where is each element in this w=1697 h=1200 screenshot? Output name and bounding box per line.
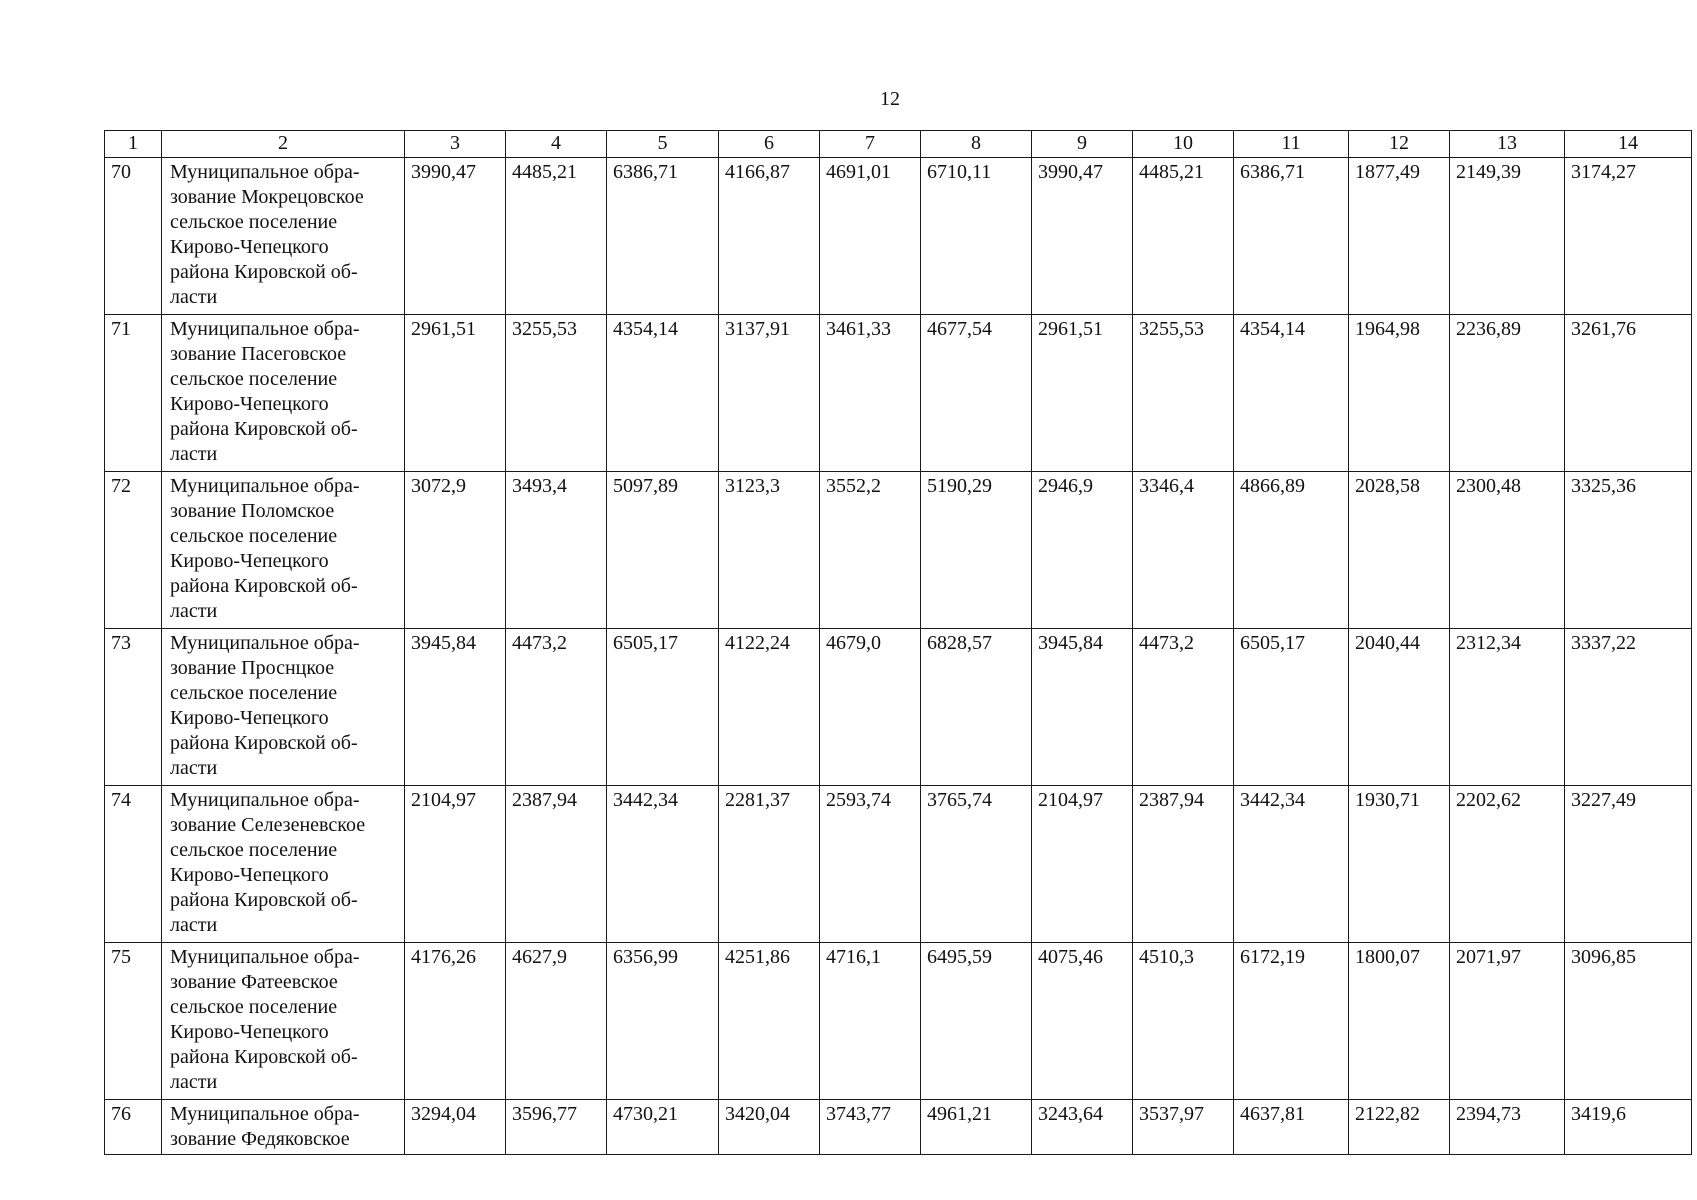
value-cell-col-12: 2028,58: [1349, 472, 1450, 629]
column-header-3: 3: [405, 131, 506, 158]
value-cell-col-7: 2593,74: [820, 786, 921, 943]
value-cell-col-3: 3990,47: [405, 158, 506, 315]
municipality-name-line: района Кировской об-: [170, 1046, 358, 1068]
municipality-name-line: района Кировской об-: [170, 575, 358, 597]
row-number-cell: 73: [105, 629, 162, 786]
value-cell-col-9: 2104,97: [1032, 786, 1133, 943]
value-cell-col-10: 4473,2: [1133, 629, 1234, 786]
value-cell-col-9: 2946,9: [1032, 472, 1133, 629]
value-cell-col-8: 4961,21: [921, 1100, 1032, 1155]
value-cell-col-13: 2149,39: [1450, 158, 1565, 315]
municipality-name-line: Кирово-Чепецкого: [170, 707, 329, 729]
value-cell-col-13: 2236,89: [1450, 315, 1565, 472]
municipality-name-line: района Кировской об-: [170, 418, 358, 440]
value-cell-col-9: 2961,51: [1032, 315, 1133, 472]
column-header-8: 8: [921, 131, 1032, 158]
municipality-name-line: Кирово-Чепецкого: [170, 550, 329, 572]
value-cell-col-5: 5097,89: [607, 472, 719, 629]
municipality-name-cell: [162, 629, 405, 786]
municipality-name-cell: [162, 158, 405, 315]
value-cell-col-3: 4176,26: [405, 943, 506, 1100]
column-header-11: 11: [1234, 131, 1349, 158]
value-cell-col-6: 4166,87: [719, 158, 820, 315]
table-row: [105, 786, 1692, 943]
value-cell-col-7: 4679,0: [820, 629, 921, 786]
value-cell-col-11: 4637,81: [1234, 1100, 1349, 1155]
value-cell-col-14: 3337,22: [1565, 629, 1692, 786]
municipality-name-line: Кирово-Чепецкого: [170, 864, 329, 886]
municipality-name-line: сельское поселение: [170, 211, 338, 233]
municipality-name-line: сельское поселение: [170, 996, 338, 1018]
municipality-name-line: ласти: [170, 286, 218, 308]
municipality-name-cell: [162, 943, 405, 1100]
column-header-6: 6: [719, 131, 820, 158]
value-cell-col-10: 3346,4: [1133, 472, 1234, 629]
value-cell-col-9: 4075,46: [1032, 943, 1133, 1100]
value-cell-col-7: 4691,01: [820, 158, 921, 315]
municipality-name-line: сельское поселение: [170, 525, 338, 547]
value-cell-col-7: 3743,77: [820, 1100, 921, 1155]
row-number-cell: 75: [105, 943, 162, 1100]
value-cell-col-4: 4627,9: [506, 943, 607, 1100]
value-cell-col-13: 2312,34: [1450, 629, 1565, 786]
value-cell-col-3: 3294,04: [405, 1100, 506, 1155]
municipality-name-line: Муниципальное обра-: [170, 1103, 360, 1125]
value-cell-col-5: 3442,34: [607, 786, 719, 943]
value-cell-col-12: 1930,71: [1349, 786, 1450, 943]
value-cell-col-11: 3442,34: [1234, 786, 1349, 943]
value-cell-col-13: 2202,62: [1450, 786, 1565, 943]
value-cell-col-6: 4251,86: [719, 943, 820, 1100]
value-cell-col-13: 2300,48: [1450, 472, 1565, 629]
value-cell-col-14: 3261,76: [1565, 315, 1692, 472]
municipality-name-line: сельское поселение: [170, 368, 338, 390]
value-cell-col-8: 5190,29: [921, 472, 1032, 629]
header-row: [105, 131, 1692, 158]
value-cell-col-8: 4677,54: [921, 315, 1032, 472]
municipality-name-line: сельское поселение: [170, 682, 338, 704]
municipality-name-cell: [162, 1100, 405, 1155]
page-number: 12: [880, 88, 900, 110]
value-cell-col-10: 4510,3: [1133, 943, 1234, 1100]
value-cell-col-7: 3552,2: [820, 472, 921, 629]
value-cell-col-4: 2387,94: [506, 786, 607, 943]
column-header-7: 7: [820, 131, 921, 158]
table-row: [105, 629, 1692, 786]
value-cell-col-6: 3420,04: [719, 1100, 820, 1155]
value-cell-col-9: 3990,47: [1032, 158, 1133, 315]
municipality-name-line: Муниципальное обра-: [170, 318, 360, 340]
data-table: [104, 130, 1692, 1155]
value-cell-col-3: 3945,84: [405, 629, 506, 786]
value-cell-col-12: 1800,07: [1349, 943, 1450, 1100]
municipality-name-line: Кирово-Чепецкого: [170, 1021, 329, 1043]
municipality-name-line: Муниципальное обра-: [170, 946, 360, 968]
municipality-name-cell: [162, 315, 405, 472]
column-header-14: 14: [1565, 131, 1692, 158]
row-number-cell: 74: [105, 786, 162, 943]
value-cell-col-5: 4730,21: [607, 1100, 719, 1155]
value-cell-col-3: 2961,51: [405, 315, 506, 472]
value-cell-col-14: 3174,27: [1565, 158, 1692, 315]
value-cell-col-8: 6495,59: [921, 943, 1032, 1100]
municipality-name-line: зование Фатеевское: [170, 971, 338, 993]
table-row: [105, 472, 1692, 629]
column-header-10: 10: [1133, 131, 1234, 158]
value-cell-col-4: 4485,21: [506, 158, 607, 315]
table-row: [105, 1100, 1692, 1155]
municipality-name-line: ласти: [170, 914, 218, 936]
municipality-name-line: района Кировской об-: [170, 889, 358, 911]
municipality-name-line: ласти: [170, 600, 218, 622]
value-cell-col-14: 3325,36: [1565, 472, 1692, 629]
value-cell-col-6: 2281,37: [719, 786, 820, 943]
row-number-cell: 72: [105, 472, 162, 629]
column-header-1: 1: [105, 131, 162, 158]
value-cell-col-6: 4122,24: [719, 629, 820, 786]
value-cell-col-8: 6828,57: [921, 629, 1032, 786]
municipality-name-cell: [162, 786, 405, 943]
value-cell-col-3: 3072,9: [405, 472, 506, 629]
table-row: [105, 315, 1692, 472]
municipality-name-line: района Кировской об-: [170, 732, 358, 754]
municipality-name-line: Муниципальное обра-: [170, 475, 360, 497]
value-cell-col-10: 3537,97: [1133, 1100, 1234, 1155]
municipality-name-line: Муниципальное обра-: [170, 632, 360, 654]
municipality-name-line: зование Мокрецовское: [170, 186, 364, 208]
value-cell-col-12: 2040,44: [1349, 629, 1450, 786]
value-cell-col-14: 3419,6: [1565, 1100, 1692, 1155]
value-cell-col-4: 3493,4: [506, 472, 607, 629]
value-cell-col-8: 6710,11: [921, 158, 1032, 315]
municipality-name-line: зование Федяковское: [170, 1128, 350, 1150]
value-cell-col-13: 2394,73: [1450, 1100, 1565, 1155]
value-cell-col-10: 4485,21: [1133, 158, 1234, 315]
value-cell-col-12: 1964,98: [1349, 315, 1450, 472]
municipality-name-line: зование Проснцкое: [170, 657, 335, 679]
value-cell-col-12: 1877,49: [1349, 158, 1450, 315]
municipality-name-line: Муниципальное обра-: [170, 789, 360, 811]
value-cell-col-11: 6505,17: [1234, 629, 1349, 786]
value-cell-col-11: 4866,89: [1234, 472, 1349, 629]
value-cell-col-4: 3255,53: [506, 315, 607, 472]
municipality-name-cell: [162, 472, 405, 629]
municipality-name-line: зование Поломское: [170, 500, 335, 522]
value-cell-col-3: 2104,97: [405, 786, 506, 943]
municipality-name-line: ласти: [170, 757, 218, 779]
value-cell-col-13: 2071,97: [1450, 943, 1565, 1100]
value-cell-col-14: 3227,49: [1565, 786, 1692, 943]
value-cell-col-10: 2387,94: [1133, 786, 1234, 943]
municipality-name-line: зование Пасеговское: [170, 343, 347, 365]
value-cell-col-14: 3096,85: [1565, 943, 1692, 1100]
value-cell-col-9: 3243,64: [1032, 1100, 1133, 1155]
table-row: [105, 158, 1692, 315]
value-cell-col-8: 3765,74: [921, 786, 1032, 943]
table-row: [105, 943, 1692, 1100]
value-cell-col-9: 3945,84: [1032, 629, 1133, 786]
column-header-13: 13: [1450, 131, 1565, 158]
row-number-cell: 76: [105, 1100, 162, 1155]
municipality-name-line: Кирово-Чепецкого: [170, 236, 329, 258]
municipality-name-line: Муниципальное обра-: [170, 161, 360, 183]
value-cell-col-11: 4354,14: [1234, 315, 1349, 472]
value-cell-col-11: 6386,71: [1234, 158, 1349, 315]
municipality-name-line: района Кировской об-: [170, 261, 358, 283]
value-cell-col-11: 6172,19: [1234, 943, 1349, 1100]
municipality-name-line: зование Селезеневское: [170, 814, 366, 836]
value-cell-col-4: 3596,77: [506, 1100, 607, 1155]
row-number-cell: 70: [105, 158, 162, 315]
value-cell-col-5: 6505,17: [607, 629, 719, 786]
column-header-12: 12: [1349, 131, 1450, 158]
column-header-4: 4: [506, 131, 607, 158]
value-cell-col-10: 3255,53: [1133, 315, 1234, 472]
column-header-5: 5: [607, 131, 719, 158]
value-cell-col-12: 2122,82: [1349, 1100, 1450, 1155]
value-cell-col-5: 4354,14: [607, 315, 719, 472]
column-header-2: 2: [162, 131, 405, 158]
municipality-name-line: Кирово-Чепецкого: [170, 393, 329, 415]
municipality-name-line: ласти: [170, 1071, 218, 1093]
value-cell-col-7: 3461,33: [820, 315, 921, 472]
row-number-cell: 71: [105, 315, 162, 472]
value-cell-col-6: 3123,3: [719, 472, 820, 629]
column-header-9: 9: [1032, 131, 1133, 158]
municipality-name-line: сельское поселение: [170, 839, 338, 861]
value-cell-col-5: 6356,99: [607, 943, 719, 1100]
municipality-name-line: ласти: [170, 443, 218, 465]
table-body: [105, 158, 1692, 1155]
table-header: [105, 131, 1692, 158]
value-cell-col-7: 4716,1: [820, 943, 921, 1100]
value-cell-col-5: 6386,71: [607, 158, 719, 315]
value-cell-col-6: 3137,91: [719, 315, 820, 472]
value-cell-col-4: 4473,2: [506, 629, 607, 786]
